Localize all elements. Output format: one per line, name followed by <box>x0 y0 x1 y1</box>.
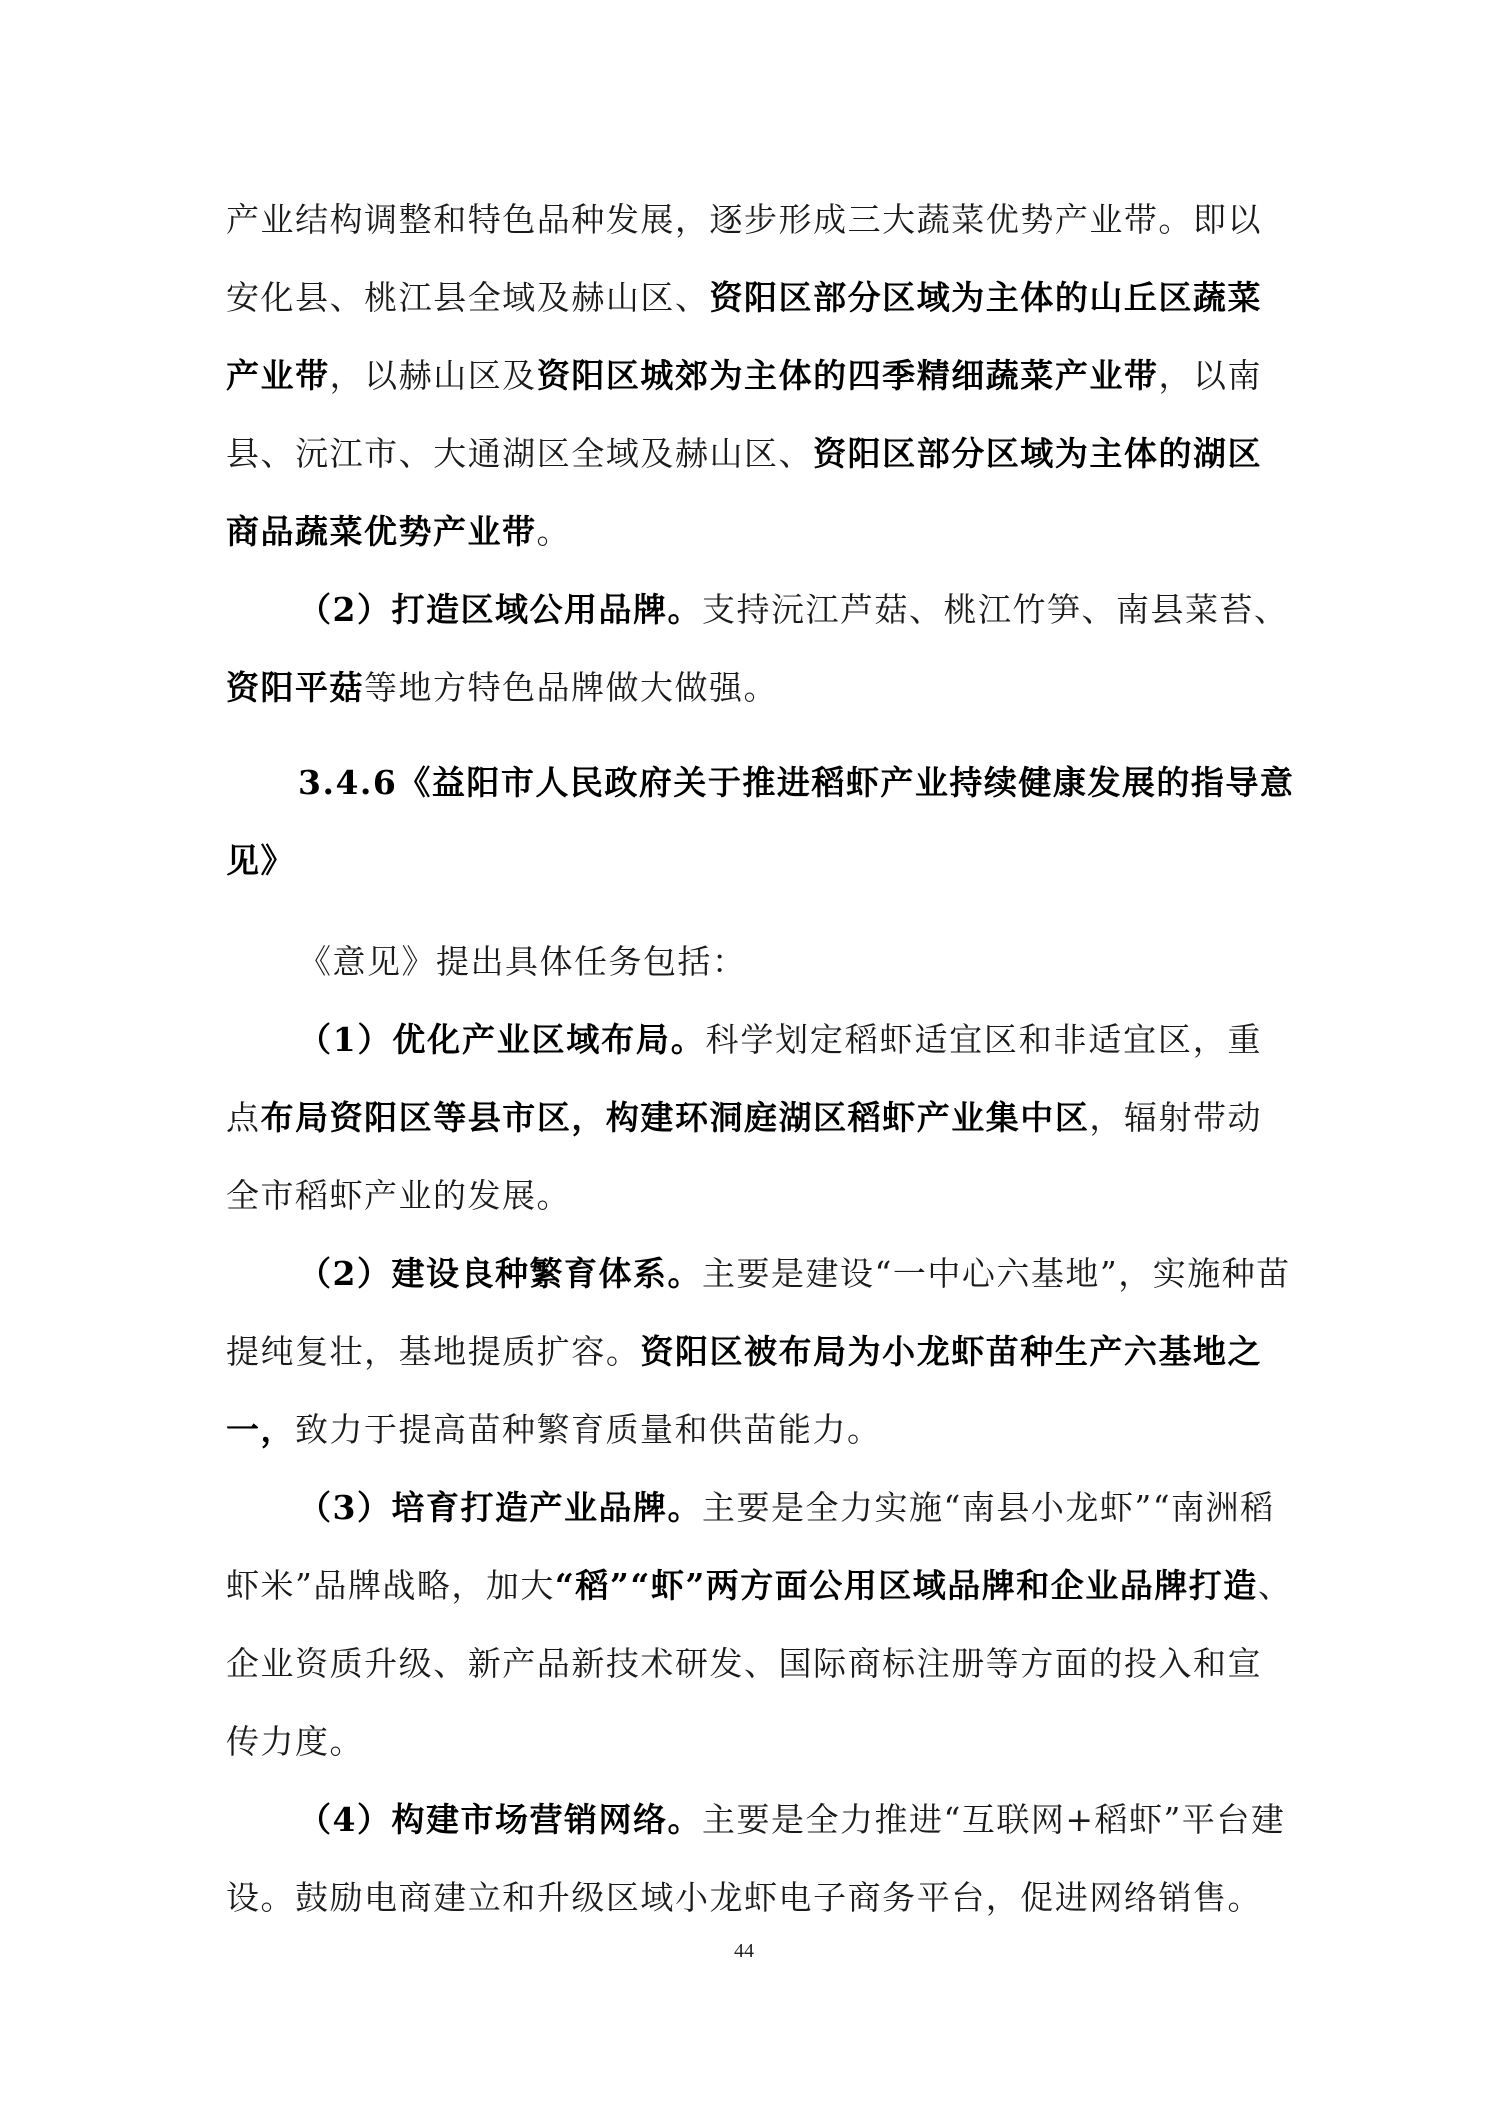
bold-text-run: 资阳区部分区域为主体的湖区 <box>813 434 1263 473</box>
paragraph-line <box>226 1644 1262 1684</box>
text-run: ，以南 <box>1158 356 1263 395</box>
bold-text-run: 布局资阳区等县市区，构建环洞庭湖区稻虾产业集中区 <box>260 1098 1090 1137</box>
paragraph-line <box>226 434 1262 474</box>
bold-text-run: 一， <box>226 1410 295 1449</box>
bold-text-run: （4）构建市场营销网络。 <box>298 1800 702 1839</box>
text-run: 全市稻虾产业的发展。 <box>226 1176 571 1215</box>
section-heading <box>298 763 1295 803</box>
heading-text: 3.4.6《益阳市人民政府关于推进稻虾产业持续健康发展的指导意 <box>298 763 1295 802</box>
text-run: 主要是建设“一中心六基地”，实施种苗 <box>701 1254 1291 1293</box>
paragraph-line <box>226 1878 1262 1918</box>
paragraph-line <box>226 668 1262 708</box>
paragraph-line <box>226 1566 1293 1606</box>
paragraph-line <box>226 1722 1262 1762</box>
bold-text-run: （3）培育打造产业品牌。 <box>298 1488 702 1527</box>
bold-text-run: （2）打造区域公用品牌。 <box>298 590 702 629</box>
paragraph-line <box>298 1254 1291 1294</box>
paragraph-line <box>226 200 1262 240</box>
paragraph-line <box>298 1488 1275 1528</box>
text-run: 虾米”品牌战略，加大 <box>226 1566 555 1605</box>
bold-text-run: 资阳平菇 <box>226 668 364 707</box>
paragraph-line <box>226 512 1262 552</box>
text-run: 县、沅江市、大通湖区全域及赫山区、 <box>226 434 814 473</box>
paragraph-line <box>298 942 1262 982</box>
text-run: 。 <box>536 512 571 551</box>
bold-text-run: 资阳区被布局为小龙虾苗种生产六基地之 <box>640 1332 1263 1371</box>
text-run: 《意见》提出具体任务包括： <box>298 942 747 981</box>
bold-text-run: （2）建设良种繁育体系。 <box>298 1254 702 1293</box>
bold-text-run: 资阳区城郊为主体的四季精细蔬菜产业带 <box>536 356 1159 395</box>
text-run: 提纯复壮，基地提质扩容。 <box>226 1332 641 1371</box>
page-number: 44 <box>734 1940 754 1962</box>
paragraph-line <box>298 590 1289 630</box>
text-run: 、 <box>1257 1566 1293 1605</box>
paragraph-line <box>298 1020 1262 1060</box>
text-run: 科学划定稻虾适宜区和非适宜区，重 <box>705 1020 1262 1059</box>
text-run: 产业结构调整和特色品种发展，逐步形成三大蔬菜优势产业带。即以 <box>226 200 1262 239</box>
text-run: 点 <box>226 1098 261 1137</box>
paragraph-line <box>226 356 1262 396</box>
text-run: 主要是全力推进“互联网+稻虾”平台建 <box>701 1800 1286 1839</box>
bold-text-run: “稻”“虾”两方面公用区域品牌和企业品牌打造 <box>554 1566 1258 1605</box>
text-run: ，以赫山区及 <box>329 356 537 395</box>
text-run: 致力于提高苗种繁育质量和供苗能力。 <box>295 1410 882 1449</box>
text-run: 安化县、桃江县全域及赫山区、 <box>226 278 710 317</box>
bold-text-run: 产业带 <box>226 356 330 395</box>
text-run: 等地方特色品牌做大做强。 <box>364 668 778 707</box>
paragraph-line <box>226 1332 1262 1372</box>
paragraph-line <box>226 278 1262 318</box>
bold-text-run: （1）优化产业区域布局。 <box>298 1020 706 1059</box>
bold-text-run: 资阳区部分区域为主体的山丘区蔬菜 <box>709 278 1263 317</box>
section-heading <box>226 841 1262 881</box>
paragraph-line <box>226 1176 1262 1216</box>
paragraph-line <box>226 1410 1262 1450</box>
text-run: 支持沅江芦菇、桃江竹笋、南县菜苔、 <box>701 590 1289 629</box>
heading-text: 见》 <box>226 841 295 880</box>
text-run: 传力度。 <box>226 1722 364 1761</box>
paragraph-line <box>226 1098 1262 1138</box>
text-run: 企业资质升级、新产品新技术研发、国际商标注册等方面的投入和宣 <box>226 1644 1262 1683</box>
text-run: 设。鼓励电商建立和升级区域小龙虾电子商务平台，促进网络销售。 <box>226 1878 1262 1917</box>
text-run: 主要是全力实施“南县小龙虾”“南洲稻 <box>701 1488 1275 1527</box>
paragraph-line <box>298 1800 1286 1840</box>
text-run: ，辐射带动 <box>1089 1098 1263 1137</box>
bold-text-run: 商品蔬菜优势产业带 <box>226 512 537 551</box>
